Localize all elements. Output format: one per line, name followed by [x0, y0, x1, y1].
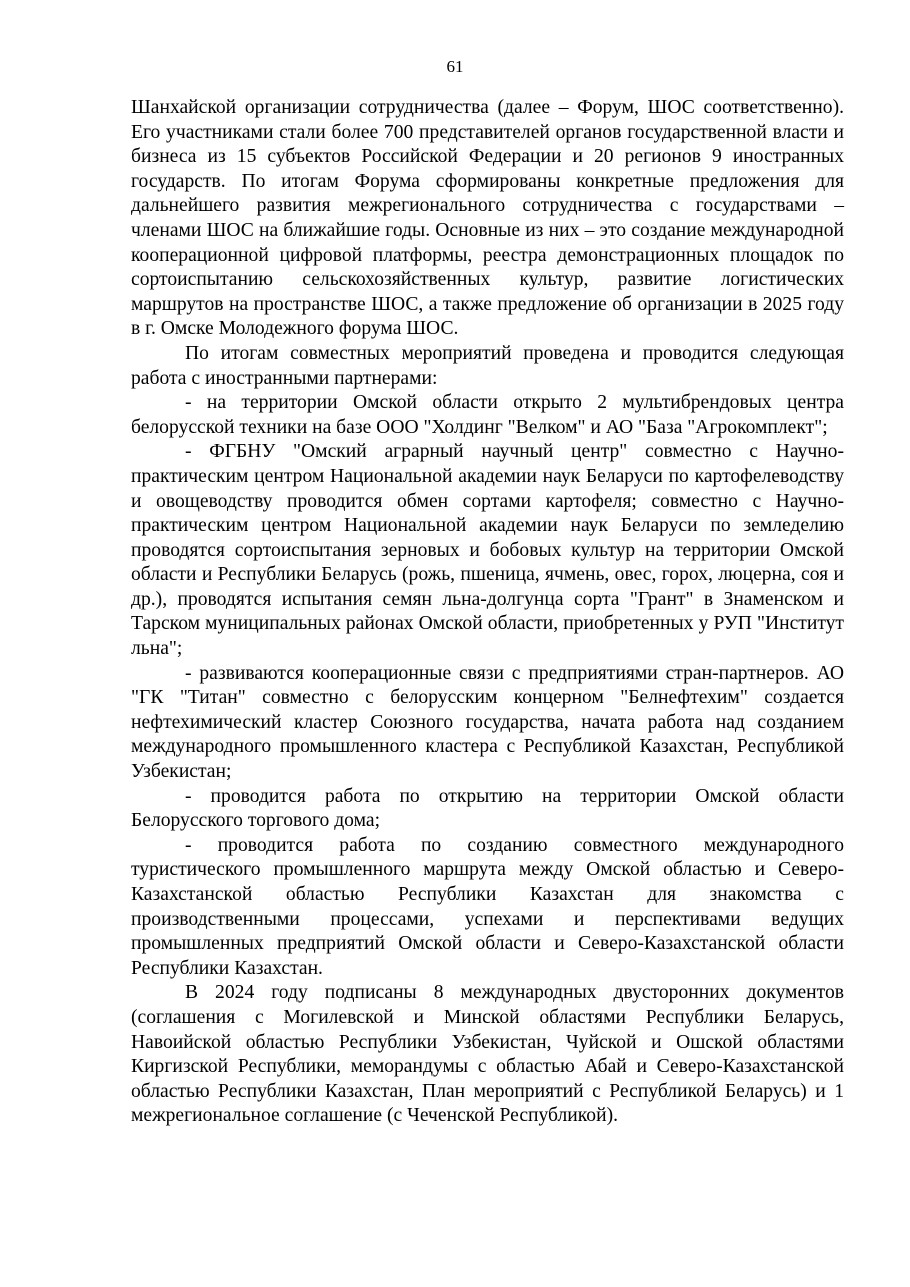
list-item-belarus-trade-house: - проводится работа по открытию на территории Омской области Белорусского торгового дома;: [131, 785, 844, 832]
paragraph-signed-documents: В 2024 году подписаны 8 международных двусторонних документов (соглашения с Могилевской и Минской областями Республики Беларусь, Навоийской областью Республики Узбекистан, Чуйской и Ошской областями Киргизской Республики, меморандумы с областью Абай и Северо-Казахстанской областью Республики Казахстан, План мероприятий с Республикой Беларусь) и 1 межрегиональное соглашение (с Чеченской Республикой).: [131, 982, 844, 1127]
list-item-tourist-route: - проводится работа по созданию совместного международного туристического промышленного маршрута между Омской областью и Северо-Казахстанской областью Республики Казахстан для знакомства с производственными процессами, успехами и перспективами ведущих промышленных предприятий Омской области и Северо-Казахстанской области Республики Казахстан.: [131, 834, 844, 979]
list-item-agrarian-research: - ФГБНУ "Омский аграрный научный центр" совместно с Научно-практическим центром Национальной академии наук Беларуси по картофелеводству и овощеводству проводится обмен сортами картофеля; совместно с Научно-практическим центром Национальной академии наук Беларуси по земледелию проводятся сортоиспытания зерновых и бобовых культур на территории Омской области и Республики Беларусь (рожь, пшеница, ячмень, овес, горох, люцерна, соя и др.), проводятся испытания семян льна-долгунца сорта "Грант" в Знаменском и Тарском муниципальных районах Омской области, приобретенных у РУП "Институт льна";: [131, 441, 844, 660]
paragraph-joint-work-intro: По итогам совместных мероприятий проведена и проводится следующая работа с иностранными партнерами:: [131, 342, 844, 389]
list-item-cooperation-links: - развиваются кооперационные связи с предприятиями стран-партнеров. АО "ГК "Титан" совместно с белорусским концерном "Белнефтехим" создается нефтехимический кластер Союзного государства, начата работа над созданием международного промышленного кластера с Республикой Казахстан, Республикой Узбекистан;: [131, 662, 844, 783]
document-body: [131, 96, 844, 1129]
paragraph-forum-continuation: Шанхайской организации сотрудничества (далее – Форум, ШОС соответственно). Его участниками стали более 700 представителей органов государственной власти и бизнеса из 15 субъектов Российской Федерации и 20 регионов 9 иностранных государств. По итогам Форума сформированы конкретные предложения для дальнейшего развития межрегионального сотрудничества с государствами – членами ШОС на ближайшие годы. Основные из них – это создание международной кооперационной цифровой платформы, реестра демонстрационных площадок по сортоиспытанию сельскохозяйственных культур, развитие логистических маршрутов на пространстве ШОС, а также предложение об организации в 2025 году в г. Омске Молодежного форума ШОС.: [131, 97, 844, 340]
page-number: 61: [446, 57, 464, 76]
list-item-belarus-equipment-centers: - на территории Омской области открыто 2 мультибрендовых центра белорусской техники на базе ООО "Холдинг "Велком" и АО "База "Агрокомплект";: [131, 392, 844, 438]
